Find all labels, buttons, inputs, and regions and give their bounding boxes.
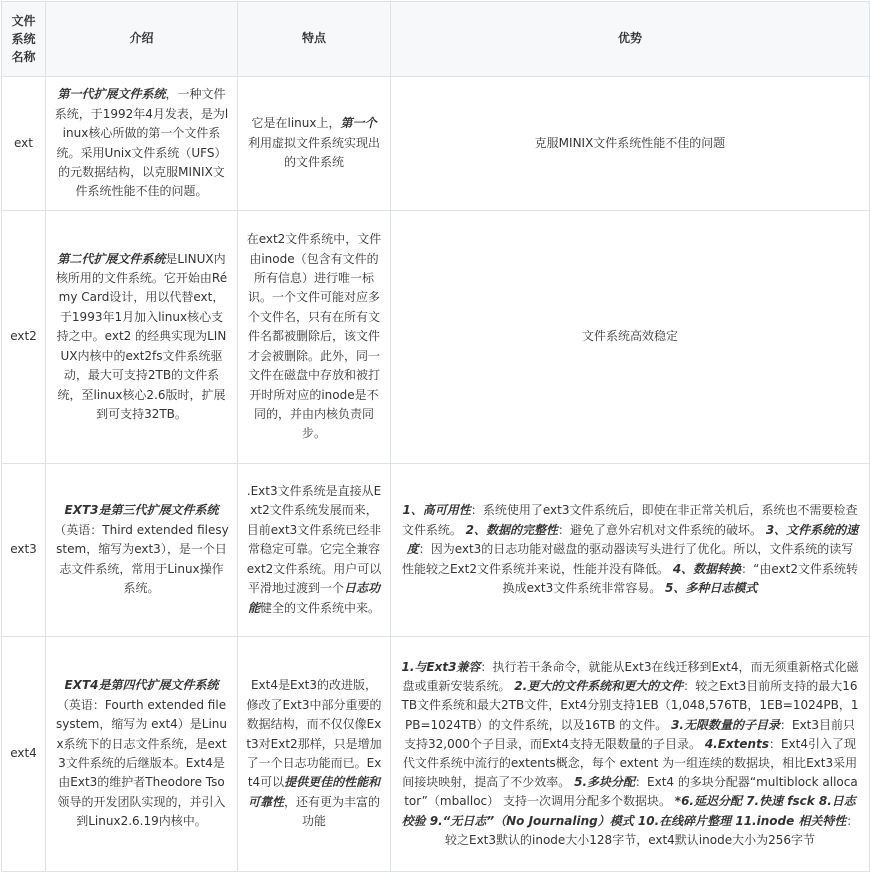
header-features: 特点 (238, 2, 391, 77)
advantage-text: ：因为ext3的日志功能对磁盘的驱动器读写头进行了优化。所以，文件系统的读写性能较之Ext2文件系统并来说，性能并没有降低。 (401, 542, 854, 576)
intro-text: 是LINUX内核所用的文件系统。它开始由Rémy Card设计，用以代替ext，于1993年1月加入linux核心支持之中。ext2 的经典实现为LINUX内核中的ext2fs文件系统驱动，最大可支持2TB的文件系统，至linux核心2.6版时，扩展到可支持32TB。 (55, 251, 228, 421)
fs-advantages: 克服MINIX文件系统性能不佳的问题 (391, 77, 870, 211)
fs-features (238, 77, 391, 211)
advantage-title: 5.多块分配 (574, 775, 636, 790)
advantage-text: ：“由ext2文件系统转换成ext3文件系统非常容易。 (502, 561, 859, 596)
advantage-text: ：Ext4 的多块分配器“multiblock allocator”（mballoc） 支持一次调用分配多个数据块。 (404, 775, 858, 809)
features-text: 健全的文件系统中来。 (260, 600, 381, 615)
fs-intro (46, 464, 238, 637)
table-row (2, 77, 870, 211)
fs-name: ext4 (2, 637, 46, 872)
advantage-text: ：Ext4引入了现代文件系统中流行的extents概念，每个 extent 为一组连续的数据块，相比Ext3采用间接块映射，提高了不少效率。 (402, 736, 858, 790)
intro-text: ，一种文件系统，于1992年4月发表，是为linux核心所做的第一个文件系统。采用Unix文件系统（UFS）的元数据结构，以克服MINIX文件系统性能不佳的问题。 (54, 87, 229, 199)
features-text: .Ext3文件系统是直接从Ext2文件系统发展而来，目前ext3文件系统已经非常稳定可靠。它完全兼容ext2文件系统。用户可以平滑地过渡到一个 (246, 484, 382, 596)
table-row (2, 211, 870, 464)
features-text: 它是在linux上， (251, 116, 341, 131)
intro-lead: EXT4是第四代扩展文件系统 (64, 678, 219, 693)
fs-features: 在ext2文件系统中，文件由inode（包含有文件的所有信息）进行唯一标识。一个文件可能对应多个文件名，只有在所有文件名都被删除后，该文件才会被删除。此外，同一文件在磁盘中存放和被打开时所对应的inode是不同的，并由内核负责同步。 (238, 211, 391, 464)
filesystem-comparison-table (1, 1, 870, 872)
features-emphasis: 第一个 (340, 116, 377, 131)
advantage-title: 2、数据的完整性 (465, 522, 558, 537)
fs-name: ext2 (2, 211, 46, 464)
advantage-text: ：执行若干条命令，就能从Ext3在线迁移到Ext4，而无须重新格式化磁盘或重新安装系统。 (402, 659, 859, 694)
fs-features (238, 464, 391, 637)
advantage-text: ：较之Ext3默认的inode大小128字节，ext4默认inode大小为256字节 (444, 813, 859, 847)
advantage-title: 1.与Ext3兼容 (401, 659, 481, 674)
advantage-title: *6.延迟分配 7.快速 fsck 8.日志校验 9.“无日志”（No Journaling）模式 10.在线碎片整理 11.inode 相关特性 (401, 794, 856, 828)
advantage-title: 1、高可用性 (402, 503, 471, 518)
advantage-title: 5、多种日志模式 (665, 581, 758, 596)
fs-advantages (391, 637, 870, 872)
intro-lead: 第二代扩展文件系统 (57, 251, 166, 266)
advantage-title: 4、数据转换 (672, 561, 742, 576)
features-text: 利用虚拟文件系统实现出的文件系统 (247, 135, 380, 170)
advantage-text: ：系统使用了ext3文件系统后，即使在非正常关机后，系统也不需要检查文件系统。 (401, 503, 858, 537)
advantage-text: ：较之Ext3目前所支持的最大16TB文件系统和最大2TB文件，Ext4分别支持1EB（1,048,576TB，1EB=1024PB，1PB=1024TB）的文件系统，以及16TB 的文件。 (401, 679, 859, 732)
header-advantages: 优势 (391, 2, 870, 77)
advantage-text: ：Ext3目前只支持32,000个子目录，而Ext4支持无限数量的子目录。 (403, 717, 856, 751)
features-text: ，还有更为丰富的功能 (284, 794, 381, 829)
fs-intro (46, 77, 238, 211)
fs-advantages (391, 464, 870, 637)
table-row (2, 637, 870, 872)
fs-name: ext (2, 77, 46, 211)
table-row (2, 464, 870, 637)
header-intro: 介绍 (46, 2, 238, 77)
advantage-title: 4.Extents (704, 736, 769, 751)
intro-lead: 第一代扩展文件系统 (57, 87, 166, 102)
features-emphasis: 提供更佳的性能和可靠性 (247, 775, 381, 809)
fs-name: ext3 (2, 464, 46, 637)
features-text: Ext4是Ext3的改进版，修改了Ext3中部分重要的数据结构，而不仅仅像Ext3对Ext2那样，只是增加了一个日志功能而已。Ext4可以 (246, 678, 382, 790)
intro-text: （英语：Fourth extended filesystem，缩写为 ext4）是Linux系统下的日志文件系统，是ext3文件系统的后继版本。Ext4是由Ext3的维护者Theodore Tso领导的开发团队实现的，并引入到Linux2.6.19内核中。 (55, 697, 228, 829)
intro-lead: EXT3是第三代扩展文件系统 (64, 503, 219, 518)
fs-features (238, 637, 391, 872)
table-header-row (2, 2, 870, 77)
intro-text: （英语：Third extended filesystem，缩写为ext3），是一个日志文件系统，常用于Linux操作系统。 (54, 522, 229, 596)
fs-intro (46, 211, 238, 464)
advantage-title: 3、文件系统的速度 (406, 522, 859, 557)
features-emphasis: 日志功能 (247, 581, 381, 615)
advantage-text: ：避免了意外宕机对文件系统的破坏。 (558, 522, 766, 537)
advantage-title: 2.更大的文件系统和更大的文件 (514, 679, 684, 694)
header-name: 文件系统名称 (2, 2, 46, 77)
fs-advantages: 文件系统高效稳定 (391, 211, 870, 464)
advantage-title: 3.无限数量的子目录 (671, 717, 780, 732)
fs-intro (46, 637, 238, 872)
